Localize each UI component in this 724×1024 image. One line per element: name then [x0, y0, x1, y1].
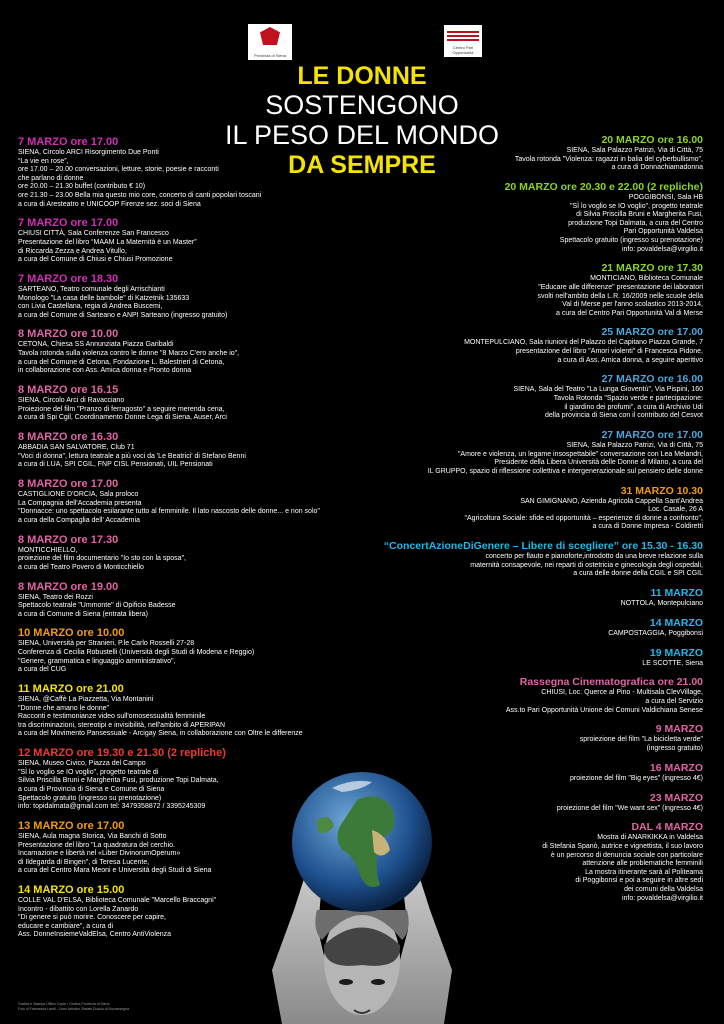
- event-line: info: povaldelsa@virgilio.it: [621, 894, 703, 902]
- event-line: a cura del Comune di Chiusi e Chiusi Promozione: [18, 256, 173, 264]
- event-date: Rassegna Cinematografica ore 21.00: [519, 676, 703, 689]
- event-item: [18, 384, 338, 423]
- event-item: [373, 262, 703, 318]
- credits-line: Grafica e Stampa Ufficio Copie • Grafica Provincia di Siena: [18, 1002, 110, 1006]
- globe-icon: [292, 772, 432, 912]
- event-line: Ass.to Pari Opportunità Unione dei Comuni Valdichiana Senese: [505, 706, 703, 714]
- event-line: Pari Opportunità Valdelsa: [623, 228, 703, 236]
- event-line: (ingresso gratuito): [646, 745, 703, 752]
- title-line-2: SOSTENGONO: [265, 90, 459, 120]
- event-line: SIENA, Museo Civico, Piazza del Campo: [18, 760, 146, 768]
- event-date: 8 MARZO ore 16.30: [18, 431, 119, 443]
- globe-on-head-photo: [262, 760, 462, 1024]
- event-line: SIENA, Università per Stranieri, P.le Carlo Rosselli 27-28: [18, 640, 195, 648]
- event-line: è un percorso di denuncia sociale con particolare: [550, 851, 703, 859]
- event-item: [18, 478, 338, 525]
- event-date: 8 MARZO ore 17.30: [18, 533, 119, 546]
- event-date: 8 MARZO ore 16.15: [18, 384, 119, 397]
- event-line: "Genere, grammatica e linguaggio amministrativo",: [18, 657, 176, 665]
- title-line-4: DA SEMPRE: [288, 151, 436, 179]
- event-line: a cura delle donne della CGIL e SPI CGIL: [573, 570, 703, 578]
- event-date: 11 MARZO ore 21.00: [18, 683, 124, 696]
- event-line: CHIUSI CITTÀ, Sala Conferenze San Francesco: [18, 230, 169, 238]
- event-line: ore 17.00 – 20.00 conversazioni, letture, storie, poesie e racconti: [18, 166, 219, 174]
- event-line: concerto per flauto e pianoforte,introdotto da una breve relazione sulla: [485, 553, 703, 561]
- event-date: 23 MARZO: [649, 791, 703, 804]
- event-line: SIENA, Aula magna Storica, Via Banchi di Sotto: [18, 832, 167, 840]
- event-item: [18, 581, 338, 620]
- event-line: NOTTOLA, Montepulciano: [620, 600, 703, 608]
- event-line: SIENA, Sala del Teatro "La Lunga Gioventù", Via Pispini, 160: [513, 386, 703, 394]
- event-line: a cura del Servizio: [645, 698, 703, 706]
- event-line: "SÌ lo voglio se IO voglio", progetto teatrale: [570, 202, 703, 210]
- event-line: presentazione del libro "Amori violenti" di Francesca Pidone,: [515, 348, 703, 356]
- event-date: 20 MARZO ore 16.00: [601, 134, 703, 146]
- event-line: a cura di Aresteatro e UNICOOP Firenze sez. soci di Siena: [18, 200, 201, 208]
- event-item: [373, 485, 703, 532]
- event-line: La Compagnia dell'Accademia presenta: [18, 499, 142, 507]
- event-date: 7 MARZO ore 17.00: [18, 217, 119, 230]
- event-line: con Livia Castellana, regia di Andrea Buscemi,: [18, 303, 163, 311]
- event-line: SIENA, Sala Palazzo Patrizi, Via di Città, 75: [566, 147, 703, 154]
- event-line: Conferenza di Cecilia Robustelli (Università degli Studi di Modena e Reggio): [18, 649, 255, 657]
- event-line: proiezione del film "We want sex" (ingresso 4€): [556, 804, 703, 812]
- event-item: [18, 683, 338, 739]
- event-line: info: topidalmata@gmail.com tel: 3479358872 / 3395245309: [18, 803, 206, 811]
- event-line: a cura di Comune di Siena (entrata libera): [18, 610, 148, 618]
- event-line: a cura di Provincia di Siena e Comune di Siena: [18, 785, 165, 793]
- event-line: a cura di LUA, SPI CGIL, FNP CISL Pensionati, UIL Pensionati: [18, 461, 213, 469]
- event-item: [18, 328, 338, 375]
- event-line: SIENA, Circolo ARCI Risorgimento Due Ponti: [18, 149, 159, 156]
- event-item: [18, 534, 338, 573]
- credits: [18, 1002, 129, 1011]
- event-date: 14 MARZO: [649, 616, 703, 629]
- event-item: [18, 627, 338, 674]
- event-line: SIENA, Teatro dei Rozzi: [18, 593, 93, 601]
- event-item: [373, 587, 703, 609]
- event-date: 13 MARZO ore 17.00: [18, 819, 125, 832]
- event-line: CAMPOSTAGGIA, Poggibonsi: [608, 629, 703, 637]
- event-item: [18, 273, 338, 320]
- event-item: [373, 429, 703, 476]
- event-date: 27 MARZO ore 16.00: [601, 373, 703, 386]
- event-line: Spettacolo teatrale "Ummonte" di Opificio Badesse: [18, 602, 176, 610]
- event-date: 8 MARZO ore 19.00: [18, 580, 119, 593]
- event-line: ore 21.30 – 23.00 Bella mia questo mio core, concerto di canti popolari toscani: [18, 191, 262, 199]
- event-item: [373, 373, 703, 420]
- event-line: Incarnazione e libertà nel «Liber DivinorumOperum»: [18, 850, 181, 858]
- event-line: di Silvia Priscilla Bruni e Margherita Fusi,: [576, 211, 703, 219]
- event-line: produzione Topi Dalmata, a cura del Centro: [568, 219, 703, 227]
- event-item: [373, 723, 703, 753]
- event-line: attenzione alle problematiche femminili: [582, 860, 703, 868]
- event-item: [18, 431, 338, 470]
- event-line: Racconti e testimonianze video sull'omosessualità femminile: [18, 713, 206, 721]
- event-date: 20 MARZO ore 20.30 e 22.00 (2 repliche): [504, 180, 703, 193]
- event-line: "Donne che amano le donne": [18, 704, 109, 712]
- event-item: [373, 326, 703, 365]
- title-line-3: IL PESO DEL MONDO: [224, 120, 500, 150]
- event-line: IL GRUPPO, spazio di riflessione collettiva e intergenerazionale sul pensiero delle donne: [427, 467, 703, 475]
- event-line: Loc. Casale, 26 A: [648, 506, 703, 514]
- event-line: "Donnacce: uno spettacolo esilarante tutto al femminile. Il lato nascosto delle donne... e non solo": [18, 508, 320, 516]
- event-line: Spettacolo gratuito (ingresso su prenotazione): [559, 236, 703, 244]
- event-item: [18, 136, 338, 209]
- event-item: [373, 647, 703, 669]
- event-line: SIENA, Sala Palazzo Patrizi, Via di Città, 75: [566, 442, 703, 449]
- event-line: a cura del Centro Mara Meoni e Università degli Studi di Siena: [18, 867, 212, 875]
- event-line: COLLE VAL D'ELSA, Biblioteca Comunale "Marcello Braccagni": [18, 897, 217, 905]
- event-line: a cura della Compaglia dell' Accademia: [18, 516, 140, 524]
- event-line: della provincia di Siena con il contributo del Cesvot: [545, 412, 703, 420]
- event-line: SARTEANO, Teatro comunale degli Arrischianti: [18, 285, 165, 293]
- event-line: tra discriminazioni, stereotipi e invisibilità, nell'ambito di APERIPAN: [18, 721, 226, 729]
- event-line: CETONA, Chiesa SS Annunziata Piazza Garibaldi: [18, 341, 174, 349]
- event-line: educare e cambiare", a cura di: [18, 922, 114, 930]
- coat-of-arms-icon: [260, 27, 280, 45]
- event-line: a cura di Spi Cgil, Coordinamento Donne Lega di Siena, Auser, Arci: [18, 414, 227, 422]
- event-line: a cura del Movimento Pansessuale - Arcigay Siena, in collaborazione con Oltre le differenze: [18, 730, 303, 738]
- event-line: di Ildegarda di Bingen", di Teresa Lucente,: [18, 858, 150, 866]
- event-line: svolti nell'ambito della L.R. 16/2009 nelle scuole della: [537, 292, 703, 300]
- event-line: Presentazione del libro “MAAM La Maternità è un Master”: [18, 238, 197, 246]
- event-line: SAN GIMIGNANO, Azienda Agricola Cappella Sant'Andrea: [520, 497, 703, 505]
- logo-stripe: [447, 35, 479, 37]
- event-date: 31 MARZO 10.30: [620, 484, 703, 497]
- event-line: CASTIGLIONE D'ORCIA, Sala proloco: [18, 490, 139, 498]
- event-line: "SÌ lo voglio se IO voglio", progetto teatrale di: [18, 768, 159, 776]
- event-date: 11 MARZO: [650, 587, 703, 600]
- event-date: 21 MARZO ore 17.30: [601, 262, 703, 275]
- event-line: Incontro - dibattito con Lorella Zanardo: [18, 905, 139, 913]
- event-line: MONTICIANO, Biblioteca Comunale: [590, 275, 703, 283]
- event-line: ore 20.00 – 21.30 buffet (contributo € 10): [18, 183, 146, 191]
- event-line: Monologo "La casa delle bambole" di Katzetnik 135633: [18, 294, 190, 302]
- event-line: Proiezione del film "Pranzo di ferragosto" a seguire merenda cena,: [18, 405, 225, 413]
- event-line: a cura del Comune di Cetona, Fondazione L. Balestrieri di Cetona,: [18, 358, 225, 366]
- event-date: 14 MARZO ore 15.00: [18, 884, 125, 897]
- event-date: “ConcertAzioneDiGenere – Libere di scegliere” ore 15.30 - 16.30: [383, 540, 703, 553]
- event-date: 25 MARZO ore 17.00: [601, 326, 703, 339]
- event-date: 10 MARZO ore 10.00: [18, 627, 125, 640]
- event-date: 9 MARZO: [655, 723, 703, 736]
- event-line: "Amore e violenza, un legame insospettabile" conversazione con Lea Melandri,: [457, 450, 703, 458]
- event-date: 12 MARZO ore 19.30 e 21.30 (2 repliche): [18, 747, 226, 760]
- logo-right-caption: Centro Pari Opportunità: [452, 45, 474, 55]
- event-line: a cura del CUG: [18, 666, 67, 674]
- event-item: [373, 676, 703, 715]
- event-line: MONTEPULCIANO, Sala riunioni del Palazzo del Capitano Piazza Grande, 7: [464, 339, 703, 347]
- event-line: MONTICCHIELLO,: [18, 546, 78, 554]
- event-item: [373, 181, 703, 254]
- event-line: di Riccarda Zezza e Andrea Vitullo,: [18, 247, 127, 255]
- event-item: [373, 540, 703, 579]
- event-line: maternità consapevole, nei reparti di ostetricia e ginecologia degli ospedali,: [470, 561, 703, 569]
- event-date: 19 MARZO: [649, 646, 703, 659]
- event-item: [373, 134, 703, 173]
- event-date: 8 MARZO ore 17.00: [18, 477, 119, 490]
- event-line: a cura del Centro Pari Opportunità Val di Merse: [556, 309, 703, 317]
- event-line: "Voci di donna", lettura teatrale a più voci da 'Le Beatrici' di Stefano Benni: [18, 452, 246, 460]
- event-line: a cura di Ass. Amica donna, a seguire aperitivo: [557, 356, 703, 364]
- event-item: [373, 617, 703, 639]
- event-line: Spettacolo gratuito (ingresso su prenotazione): [18, 794, 162, 802]
- centro-pari-opportunita-logo: [444, 25, 482, 57]
- event-line: LE SCOTTE, Siena: [642, 659, 703, 667]
- event-line: CHIUSI, Loc. Querce al Pino - Multisala ClevVillage,: [541, 689, 703, 697]
- event-date: DAL 4 MARZO: [631, 821, 703, 834]
- event-date: 8 MARZO ore 10.00: [18, 328, 119, 341]
- event-line: a cura del Teatro Povero di Monticchiello: [18, 563, 144, 571]
- event-line: “La vie en rose”,: [18, 157, 69, 165]
- event-line: Presentazione del libro "La quadratura del cerchio.: [18, 841, 175, 849]
- event-line: La mostra itinerante sarà al Politeama: [585, 868, 703, 876]
- event-date: 16 MARZO: [649, 761, 703, 774]
- event-line: che parlano di donne: [18, 174, 84, 182]
- logo-left-caption: Provincia di Siena: [253, 53, 287, 58]
- event-date: 27 MARZO ore 17.00: [601, 429, 703, 441]
- event-line: sproiezione del film "La bicicletta verde": [579, 736, 703, 744]
- event-line: Val di Merse per l'anno scolastico 2013-2014,: [562, 301, 703, 309]
- event-line: Silvia Priscilla Bruni e Margherita Fusi, produzione Topi Dalmata,: [18, 777, 219, 785]
- credits-line: Foto di Francesca Landi - Liceo Artistico Statale Duccio di Buoninsegna: [18, 1006, 129, 1011]
- logo-stripe: [447, 39, 479, 41]
- event-line: di Stefania Spanò, autrice e vignettista, il suo lavoro: [542, 842, 703, 850]
- event-line: "Agricoltura Sociale: sfide ed opportunità – esperienze di donne a confronto",: [464, 514, 703, 522]
- event-line: Tavola rotonda "Violenza: ragazzi in balia del cyberbullismo",: [514, 155, 703, 163]
- event-line: ABBADIA SAN SALVATORE, Club 71: [18, 444, 135, 451]
- event-date: 7 MARZO ore 17.00: [18, 136, 119, 148]
- event-line: a cura di Donnachiamadonna: [611, 164, 703, 172]
- event-item: [18, 217, 338, 264]
- event-line: SIENA, Circolo Arci di Ravacciano: [18, 397, 125, 405]
- event-line: Mostra di ANARKIKKA in Valdelsa: [597, 834, 703, 842]
- event-line: dei comuni della Valdelsa: [624, 885, 703, 893]
- event-line: "Di genere si può morire. Conoscere per capire,: [18, 914, 166, 922]
- event-line: il giardino dei profumi", a cura di Archivio Udi: [564, 403, 703, 411]
- event-line: proiezione del film "Big eyes" (ingresso 4€): [570, 774, 703, 782]
- event-line: "Educare alle differenze" presentazione dei laboratori: [538, 283, 703, 291]
- title-line-1: LE DONNE: [297, 62, 427, 90]
- event-line: Presidente della Libera Università delle Donne di Milano, a cura del: [494, 459, 703, 467]
- event-line: di Poggibonsi e poi a seguire in altre sedi: [575, 877, 703, 885]
- event-line: info: povaldelsa@virgilio.it: [621, 245, 703, 253]
- event-line: Ass. DonneInsiemeValdElsa, Centro AntiViolenza: [18, 931, 172, 939]
- event-line: a cura del Comune di Sarteano e ANPI Sarteano (ingresso gratuito): [18, 311, 228, 319]
- event-line: in collaborazione con Ass. Amica donna e Pronto donna: [18, 367, 192, 375]
- event-line: SIENA, @Caffè La Piazzetta, Via Montanini: [18, 696, 154, 704]
- event-line: Tavola rotonda sulla violenza contro le donne "8 Marzo C'ero anche io",: [18, 350, 240, 358]
- event-line: Tavola Rotonda "Spazio verde e partecipazione:: [553, 395, 703, 403]
- event-line: a cura di Donne Impresa - Coldiretti: [592, 523, 703, 531]
- logo-stripe: [447, 31, 479, 33]
- event-date: 7 MARZO ore 18.30: [18, 272, 119, 285]
- provincia-di-siena-logo: [248, 24, 292, 60]
- event-line: POGGIBONSI, Sala HB: [628, 193, 703, 201]
- event-line: proiezione del film documentario "Io sto con la sposa",: [18, 555, 187, 563]
